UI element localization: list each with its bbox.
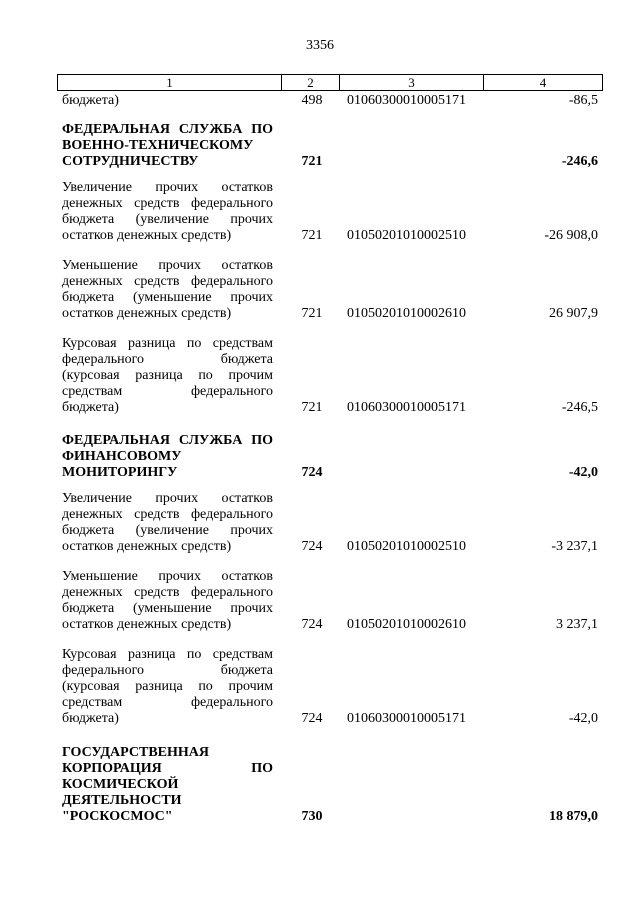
row-budget-code: 01060300010005171 [347,711,466,726]
description-line [62,196,273,212]
description-word: денежных [62,585,123,600]
description-line [62,647,273,663]
description-word: (курсовая [62,368,120,383]
description-word: бюджета [220,663,273,678]
description-word: СЛУЖБА [178,122,243,137]
description-word: по [186,647,202,662]
description-line [62,585,273,601]
row-description [62,93,273,109]
row-description [62,180,273,244]
description-word: прочих [155,491,199,506]
description-word: ФЕДЕРАЛЬНАЯ [62,433,171,448]
description-line: СОТРУДНИЧЕСТВУ [62,154,199,169]
description-word: Уменьшение [62,258,138,273]
row-budget-code: 01060300010005171 [347,400,466,415]
description-word: Увеличение [62,491,133,506]
description-word: (курсовая [62,679,120,694]
description-word: средств [134,274,180,289]
description-word: бюджета [62,290,115,305]
column-header-2: 2 [282,75,340,90]
description-word: федерального [190,384,273,399]
description-line [62,663,273,679]
description-word: бюджета [62,601,115,616]
description-word: по [198,679,213,694]
row-budget-code: 01050201010002510 [347,539,466,554]
description-line [62,433,273,449]
row-budget-code: 01060300010005171 [347,93,466,108]
description-word: средств [134,196,180,211]
description-word: остатков [221,569,273,584]
description-line [62,761,273,777]
row-amount: -86,5 [568,93,598,108]
description-word: средствам [212,336,273,351]
description-line [62,290,273,306]
description-word: федерального [190,585,273,600]
row-budget-code: 01050201010002510 [347,228,466,243]
description-line: ВОЕННО-ТЕХНИЧЕСКОМУ [62,138,254,153]
description-word: разница [128,336,176,351]
description-word: Увеличение [62,180,133,195]
description-line [62,695,273,711]
description-word: бюджета [220,352,273,367]
description-word: денежных [62,507,123,522]
description-word: прочим [228,679,273,694]
description-word: ФЕДЕРАЛЬНАЯ [62,122,171,137]
description-word: прочих [158,569,201,584]
description-word: остатков [221,258,273,273]
row-amount: -42,0 [568,465,598,480]
description-word: Уменьшение [62,569,138,584]
description-word: прочих [230,212,273,227]
description-line [62,523,273,539]
description-word: (увеличение [135,212,209,227]
description-line [62,122,273,138]
row-code: 498 [301,93,323,108]
description-word: прочих [155,180,199,195]
description-line [62,679,273,695]
row-code: 724 [301,711,323,726]
description-line [62,212,273,228]
description-word: федерального [190,695,273,710]
description-line: бюджета) [62,93,119,108]
row-amount: -3 237,1 [551,539,598,554]
row-code: 721 [301,228,323,243]
description-line: КОСМИЧЕСКОЙ [62,777,179,792]
description-word: федерального [190,196,273,211]
row-amount: 26 907,9 [549,306,598,321]
description-word: разница [128,647,176,662]
description-word: федерального [62,352,145,367]
description-word: остатков [221,180,273,195]
description-word: Курсовая [62,336,117,351]
description-word: ПО [251,122,273,137]
description-word: (уменьшение [132,601,212,616]
description-line: ФИНАНСОВОМУ [62,449,182,464]
description-line: остатков денежных средств) [62,539,232,554]
description-word: федерального [62,663,145,678]
description-word: (увеличение [135,523,209,538]
column-header-4: 4 [539,75,547,90]
row-description [62,122,273,170]
description-word: по [198,368,213,383]
row-description [62,336,273,416]
description-line: ГОСУДАРСТВЕННАЯ [62,745,209,760]
row-code: 724 [301,465,323,480]
description-word: средствам [62,384,123,399]
description-word: КОРПОРАЦИЯ [62,761,162,776]
description-line: остатков денежных средств) [62,617,232,632]
description-word: по [186,336,202,351]
row-code: 721 [301,400,323,415]
description-word: прочим [228,368,273,383]
description-line [62,352,273,368]
row-budget-code: 01050201010002610 [347,306,466,321]
description-line [62,368,273,384]
description-word: разница [135,679,183,694]
description-word: бюджета [62,212,115,227]
description-word: ПО [251,433,273,448]
row-code: 724 [301,617,323,632]
description-word: прочих [230,601,273,616]
column-header-1: 1 [58,75,282,90]
description-line: бюджета) [62,711,119,726]
row-budget-code: 01050201010002610 [347,617,466,632]
description-line: "РОСКОСМОС" [62,809,173,824]
description-word: прочих [158,258,201,273]
description-line [62,601,273,617]
description-word: средствам [212,647,273,662]
description-word: федерального [190,274,273,289]
description-line: остатков денежных средств) [62,228,232,243]
description-line [62,491,273,507]
column-header-3: 3 [340,75,484,90]
row-code: 724 [301,539,323,554]
description-line [62,336,273,352]
row-code: 721 [301,154,323,169]
description-line: бюджета) [62,400,119,415]
description-word: (уменьшение [132,290,212,305]
description-word: денежных [62,274,123,289]
row-amount: 3 237,1 [556,617,598,632]
description-word: средств [134,585,180,600]
row-amount: -246,6 [561,154,598,169]
description-word: средствам [62,695,123,710]
row-amount: -246,5 [561,400,598,415]
row-code: 730 [301,809,323,824]
description-line [62,507,273,523]
row-amount: -42,0 [568,711,598,726]
row-description [62,491,273,555]
page-number: 3356 [306,38,334,53]
row-description [62,647,273,727]
description-word: средств [134,507,180,522]
row-description [62,745,273,825]
row-description [62,433,273,481]
description-word: прочих [230,523,273,538]
row-code: 721 [301,306,323,321]
row-amount: -26 908,0 [544,228,598,243]
description-word: Курсовая [62,647,117,662]
description-word: прочих [230,290,273,305]
description-line [62,258,273,274]
description-word: бюджета [62,523,115,538]
row-description [62,258,273,322]
description-word: СЛУЖБА [178,433,243,448]
description-line [62,384,273,400]
row-amount: 18 879,0 [549,809,598,824]
description-word: остатков [221,491,273,506]
table-header [57,74,603,91]
description-word: денежных [62,196,123,211]
description-word: ПО [251,761,273,776]
description-line [62,274,273,290]
description-line: МОНИТОРИНГУ [62,465,178,480]
description-word: разница [135,368,183,383]
description-line [62,569,273,585]
row-description [62,569,273,633]
description-line: остатков денежных средств) [62,306,232,321]
description-line: ДЕЯТЕЛЬНОСТИ [62,793,182,808]
description-word: федерального [190,507,273,522]
description-line [62,180,273,196]
